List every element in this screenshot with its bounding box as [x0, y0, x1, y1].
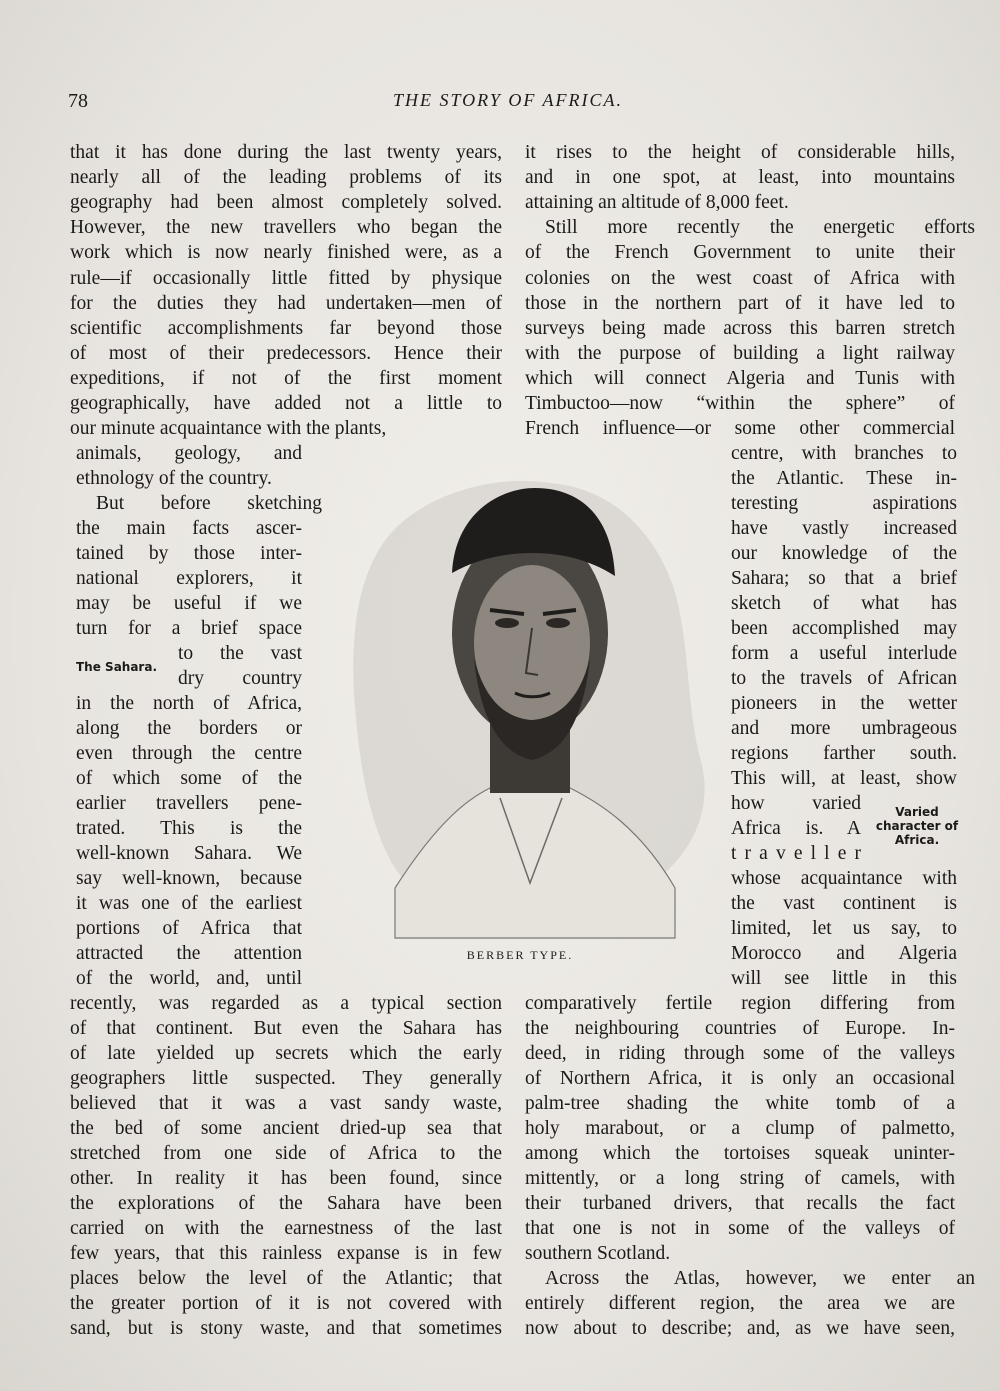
text-line: well-known Sahara. We	[76, 843, 302, 864]
text-line: geographers little suspected. They generally	[70, 1068, 502, 1089]
text-line: colonies on the west coast of Africa with	[525, 267, 955, 289]
text-line: to the vast	[178, 643, 302, 664]
text-line: stretched from one side of Africa to the	[70, 1143, 502, 1164]
text-line: for the duties they had undertaken—men of	[70, 292, 502, 314]
text-line: earlier travellers pene-	[76, 793, 302, 814]
text-line: the explorations of the Sahara have been	[70, 1193, 502, 1214]
text-line: comparatively fertile region differing from	[525, 993, 955, 1014]
text-line: and in one spot, at least, into mountains	[525, 167, 955, 189]
text-line: sand, but is stony waste, and that sometimes	[70, 1318, 502, 1339]
text-line: whose acquaintance with	[731, 868, 957, 889]
text-line: southern Scotland.	[525, 1243, 671, 1264]
text-line: of that continent. But even the Sahara has	[70, 1018, 502, 1039]
text-line: that it has done during the last twenty years,	[70, 142, 502, 163]
text-line: the bed of some ancient dried-up sea that	[70, 1118, 502, 1139]
text-line: of most of their predecessors. Hence their	[70, 342, 502, 364]
text-line: regions farther south.	[731, 743, 957, 764]
text-line: carried on with the earnestness of the last	[70, 1218, 502, 1239]
page-number: 78	[68, 90, 88, 112]
text-line: the Atlantic. These in-	[731, 468, 957, 489]
text-line: say well-known, because	[76, 868, 302, 889]
text-line: our minute acquaintance with the plants,	[70, 418, 387, 440]
text-line: palm-tree shading the white tomb of a	[525, 1093, 955, 1114]
text-line: how varied	[731, 793, 861, 814]
text-line: trated. This is the	[76, 818, 302, 839]
text-line: places below the level of the Atlantic; that	[70, 1268, 502, 1289]
text-line: the greater portion of it is not covered with	[70, 1293, 502, 1314]
text-line: to the travels of African	[731, 668, 957, 689]
text-line: portions of Africa that	[76, 918, 302, 939]
text-line: surveys being made across this barren stretch	[525, 317, 955, 339]
text-line: limited, let us say, to	[731, 918, 957, 939]
text-line: been accomplished may	[731, 618, 957, 639]
text-line: This will, at least, show	[731, 768, 957, 789]
text-line: of the French Government to unite their	[525, 242, 955, 264]
text-line: their turbaned drivers, that recalls the fact	[525, 1193, 955, 1214]
text-line: However, the new travellers who began the	[70, 217, 502, 239]
text-line: geography had been almost completely solved.	[70, 192, 502, 214]
text-line: nearly all of the leading problems of its	[70, 167, 502, 189]
text-line: sketch of what has	[731, 593, 957, 614]
text-line: our knowledge of the	[731, 543, 957, 564]
text-line: Still more recently the energetic efforts	[545, 217, 975, 239]
figure-caption: BERBER TYPE.	[466, 948, 574, 962]
text-line: French influence—or some other commercial	[525, 418, 955, 440]
text-line: rule—if occasionally little fitted by physique	[70, 267, 502, 289]
berber-portrait-illustration	[340, 468, 720, 943]
text-line: even through the centre	[76, 743, 302, 764]
text-line: of Northern Africa, it is only an occasional	[525, 1068, 955, 1089]
text-line: turn for a brief space	[76, 618, 302, 639]
text-line: animals, geology, and	[76, 443, 302, 464]
text-line: national explorers, it	[76, 568, 302, 589]
text-line: believed that it was a vast sandy waste,	[70, 1093, 502, 1114]
text-line: those in the northern part of it have led to	[525, 292, 955, 314]
text-line: ethnology of the country.	[76, 468, 272, 489]
sidenote-sahara: The Sahara.	[76, 660, 157, 674]
text-line: holy marabout, or a clump of palmetto,	[525, 1118, 955, 1139]
text-line: with the purpose of building a light railway	[525, 342, 955, 364]
text-line: it was one of the earliest	[76, 893, 302, 914]
text-line: centre, with branches to	[731, 443, 957, 464]
text-line: geographically, have added not a little to	[70, 393, 502, 414]
text-line: Sahara; so that a brief	[731, 568, 957, 589]
text-line: along the borders or	[76, 718, 302, 739]
text-line: of the world, and, until	[76, 968, 302, 989]
text-line: which will connect Algeria and Tunis with	[525, 367, 955, 389]
text-line: the main facts ascer-	[76, 518, 302, 539]
text-line: and more umbrageous	[731, 718, 957, 739]
text-line: attaining an altitude of 8,000 feet.	[525, 192, 789, 214]
text-line: Morocco and Algeria	[731, 943, 957, 964]
sidenote-varied-character	[872, 805, 962, 847]
text-line: few years, that this rainless expanse is in few	[70, 1243, 502, 1264]
text-line: Across the Atlas, however, we enter an	[545, 1268, 975, 1289]
text-line: the neighbouring countries of Europe. In-	[525, 1018, 955, 1039]
text-line: But before sketching	[96, 493, 322, 514]
running-header	[68, 90, 948, 116]
text-line: Africa is. A	[731, 818, 861, 839]
text-line: form a useful interlude	[731, 643, 957, 664]
text-line: of late yielded up secrets which the early	[70, 1043, 502, 1064]
text-line: expeditions, if not of the first moment	[70, 367, 502, 389]
text-line: entirely different region, the area we are	[525, 1293, 955, 1314]
sidenote-line: Varied	[895, 805, 939, 819]
sidenote-line: Africa.	[894, 833, 940, 847]
text-line: dry country	[178, 668, 302, 689]
sidenote-line: character of	[875, 819, 959, 833]
text-line: it rises to the height of considerable hills,	[525, 142, 955, 163]
text-line: mittently, or a long string of camels, with	[525, 1168, 955, 1189]
text-line: other. In reality it has been found, since	[70, 1168, 502, 1189]
text-line: in the north of Africa,	[76, 693, 302, 714]
text-line: work which is now nearly finished were, as a	[70, 242, 502, 264]
text-line: attracted the attention	[76, 943, 302, 964]
text-line: scientific accomplishments far beyond those	[70, 317, 502, 339]
text-line: deed, in riding through some of the valleys	[525, 1043, 955, 1064]
text-line: of which some of the	[76, 768, 302, 789]
text-line: have vastly increased	[731, 518, 957, 539]
text-line: recently, was regarded as a typical section	[70, 993, 502, 1014]
text-line: now about to describe; and, as we have seen,	[525, 1318, 955, 1339]
text-line: pioneers in the wetter	[731, 693, 957, 714]
text-line: may be useful if we	[76, 593, 302, 614]
text-line: t r a v e l l e r	[731, 843, 861, 864]
running-title: THE STORY OF AFRICA.	[392, 90, 624, 110]
text-line: Timbuctoo—now “within the sphere” of	[525, 393, 955, 414]
text-line: that one is not in some of the valleys of	[525, 1218, 955, 1239]
text-line: will see little in this	[731, 968, 957, 989]
text-line: teresting aspirations	[731, 493, 957, 514]
text-line: tained by those inter-	[76, 543, 302, 564]
text-line: among which the tortoises squeak uninter-	[525, 1143, 955, 1164]
text-line: the vast continent is	[731, 893, 957, 914]
